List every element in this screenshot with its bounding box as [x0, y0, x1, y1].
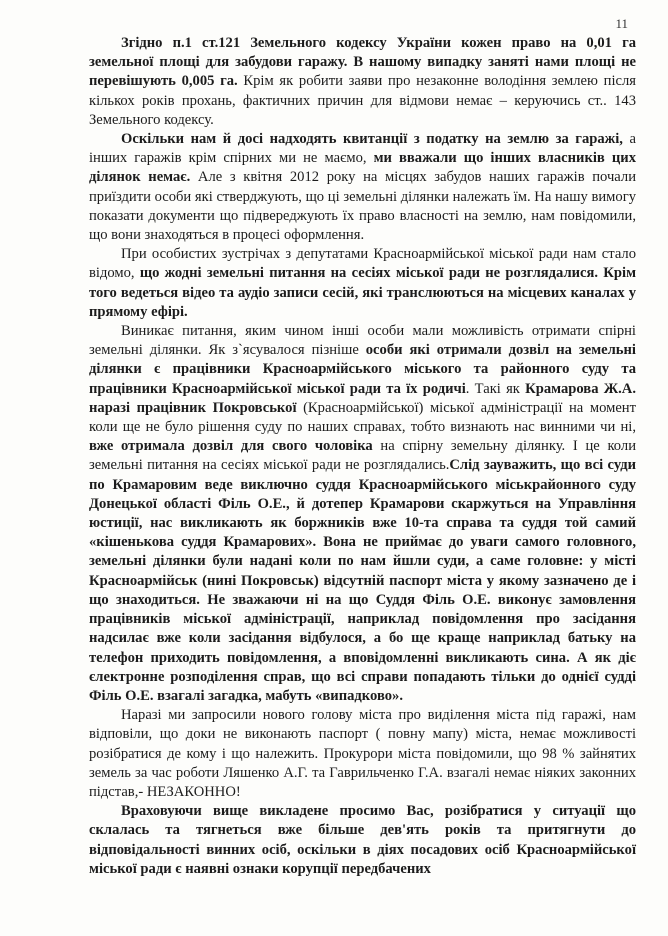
text-run: (Красноармійської) міської адміністрації на момент коли ще не було рішення суду по наших справах, тобто визнають нас винними чи ні,: [89, 399, 636, 436]
text-run: Наразі ми запросили нового голову міста про виділення міста під гаражі, нам відповіли, що доки не виконають паспорт ( повну мапу) міста, немає можливості розібратися де кому і що належить. Прокурори міста повідомили, що 98 % зайнятих земель за час роботи Ляшенко А.Г. та Гаврильченко Г.А. взагалі немає ніяких законних підстав,- НЕЗАКОННО!: [89, 707, 636, 800]
bold-text: особи які отримали дозвіл на земельні ділянки є працівники Красноармійського міського та районного суду та працівники Красноармійської міської ради та їх родичі: [89, 342, 636, 397]
text-run: а інших гаражів крім спірних ми не маємо,: [89, 131, 636, 167]
text-run: . Такі як: [465, 380, 526, 397]
document-body: [89, 34, 636, 879]
bold-text: вже отримала дозвіл для свого чоловіка: [89, 438, 373, 455]
text-run: Крім як робити заяви про незаконне володіння землею після кількох років прохань, фактичних причин для відмови немає – керуючись ст.. 143 Земельного кодексу.: [89, 73, 636, 128]
paragraph-5: [89, 706, 636, 802]
paragraph-1: [89, 34, 636, 130]
text-run: При особистих зустрічах з депутатами Красноармійської міської ради нам стало відомо,: [89, 246, 636, 282]
paragraph-2: [89, 130, 636, 245]
bold-text: ми вважали що інших власників цих ділянок немає.: [89, 150, 636, 186]
text-run: Але з квітня 2012 року на місцях забудов наших гаражів почали приїздити особи які стверджують, що ці земельні ділянки належать їм. На нашу вимогу показати документи що підвереджують їх право власності на землю, нам повідомили, що вони знаходяться в процесі оформлення.: [89, 169, 636, 244]
bold-text: Слід зауважить, що всі суди по Крамаровим веде виключно суддя Красноармійського міськрайонного суду Донецької області Філь О.Е., й дотепер Крамарови скаржуться на Управління юстиції, нас викликають як боржників вже 10-та справа та суддя той самий «кішенькова суддя Крамарових». Вона не приймає до уваги самого головного, земельні ділянки були надані коли по нам йшли суди, а саме головне: у місті Красноармійськ (нині Покровськ) відсутній паспорт міста у якому зазначено де і що знаходиться. Не зважаючи ні на що Суддя Філь О.Е. виконує замовлення працівників міської адміністрації, наприклад повідомлення про засідання надсилає вже коли засідання відбулося, а бо ще краще наприклад батьку на телефон приходить повідомлення, а вповідомленні викликають сина. А як діє єлектронне розподілення справ, що всі справи попадають тільки до однієї судді Філь О.Е. взагалі загадка, мабуть «випадково».: [89, 457, 637, 704]
bold-text: що жодні земельні питання на сесіях міської ради не розглядалися. Крім того ведеться відео та аудіо записи сесій, які транслюються на місцевих каналах у прямому ефірі.: [89, 265, 637, 320]
bold-text: Оскільки нам й досі надходять квитанції з податку на землю за гаражі,: [121, 131, 623, 148]
text-run: на спірну земельну ділянку. І це коли земельні питання на сесіях міської ради не розглядались.: [89, 438, 637, 474]
paragraph-3: [89, 245, 636, 322]
page-number: 11: [615, 16, 628, 31]
paragraph-4: [89, 322, 636, 706]
paragraph-6: [89, 802, 636, 879]
bold-text: Крамарова Ж.А. наразі працівник Покровської: [89, 380, 636, 416]
bold-text: Враховуючи вище викладене просимо Вас, розібратися у ситуації що склалась та тягнеться вже більше дев'ять років та притягнути до відповідальності винних осіб, оскільки в діях посадових осіб Красноармійської міської ради є наявні ознаки корупції передбачених: [89, 803, 636, 877]
text-run: Виникає питання, яким чином інші особи мали можливість отримати спірні земельні ділянки. Як з`ясувалося пізніше: [89, 323, 636, 359]
bold-text: Згідно п.1 ст.121 Земельного кодексу України кожен право на 0,01 га земельної площі для забудови гаражу. В нашому випадку заняті нами площі не перевішують 0,005 га.: [89, 35, 636, 90]
